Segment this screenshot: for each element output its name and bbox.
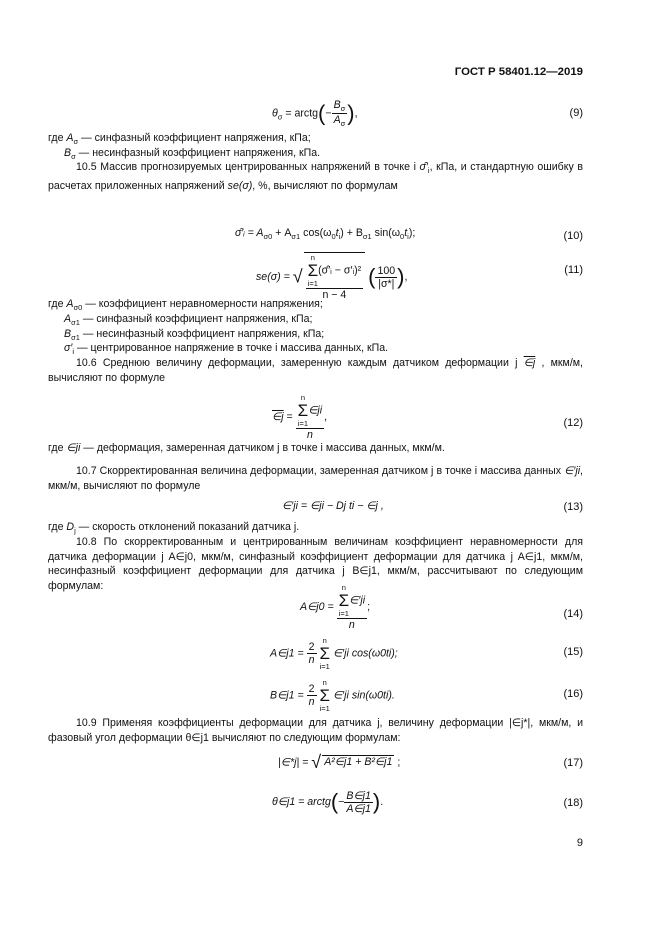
definition-sigma-i: $\sigma'_i$ — центрированное напряжение в точке i массива данных, кПа. — [64, 342, 389, 357]
formula-16: B∈j1 = $\frac{2}{n}$ n Σ i=1 ∈′ji sin(ω0ti). — [270, 678, 395, 713]
equation-number-14: (14) — [563, 608, 583, 620]
equation-number-17: (17) — [563, 757, 583, 769]
definition-a-sigma0: где $A_{\sigma 0}$ — коэффициент неравномерности напряжения; — [48, 298, 323, 313]
equation-number-16: (16) — [563, 688, 583, 700]
definition-b-sigma1: $B_{\sigma 1}$ — несинфазный коэффициент напряжения, кПа; — [64, 328, 325, 343]
formula-17: |∈*j| = √ A²∈j1 + B²∈j1 ; — [278, 752, 401, 772]
equation-number-11: (11) — [564, 264, 583, 276]
page-number: 9 — [576, 837, 583, 849]
equation-number-12: (12) — [563, 417, 583, 429]
definition-b-sigma: $B_\sigma$ — несинфазный коэффициент напряжения, кПа. — [64, 147, 321, 162]
paragraph-10-7: 10.7 Скорректированная величина деформации, замеренная датчиком j в точке i массива данных ∈′ji, мкм/м, вычисляют по формуле — [48, 465, 583, 492]
paragraph-10-8: 10.8 По скорректированным и центрированным величинам коэффициент неравномерности для датчика деформации j A∈j0, мкм/м, синфазный коэффициент деформации для датчика j A∈j1, мкм/м, несинфазный коэффициент деформации для датчика j B∈j1, мкм/м, рассчитывают по следующим формулам: — [48, 536, 583, 592]
paragraph-10-9: 10.9 Применяя коэффициенты деформации для датчика j, величину деформации |∈j*|, мкм/м, и фазовый угол деформации θ∈j1 вычисляют по следующим формулам: — [48, 717, 583, 744]
definition-e-ji: где ∈ji — деформация, замеренная датчиком j в точке i массива данных, мкм/м. — [48, 442, 445, 454]
equation-number-10: (10) — [563, 230, 583, 242]
formula-13: ∈′ji = ∈ji − Dj ti − ∈j , — [282, 500, 384, 512]
equation-number-9: (9) — [569, 107, 583, 119]
formula-18: θ∈j1 = arctg(− $\frac{B\in j1}{A\in j1}$ ). — [272, 789, 384, 815]
formula-14: A∈j0 = n Σ i=1 ∈′ji n; — [300, 583, 371, 631]
definition-a-sigma: где $A_\sigma$ — синфазный коэффициент напряжения, кПа; — [48, 132, 311, 147]
formula-12: ∈j = n Σ i=1 ∈ji n, — [272, 393, 328, 441]
equation-number-13: (13) — [563, 501, 583, 513]
document-header: ГОСТ Р 58401.12—2019 — [454, 66, 583, 78]
formula-9: $\theta_\sigma$ = arctg(− $\frac{B_\sigma}{A_\sigma}$ ), — [272, 99, 358, 129]
definition-a-sigma1: $A_{\sigma 1}$ — синфазный коэффициент напряжения, кПа; — [64, 313, 313, 328]
equation-number-15: (15) — [563, 646, 583, 658]
paragraph-10-6: 10.6 Среднюю величину деформации, замеренную каждым датчиком деформации j ∈j , мкм/м, вычисляют по формуле — [48, 357, 583, 384]
formula-10: σ̂′ᵢ = $A_{\sigma 0} + A_{\sigma 1}$ $\cos(\omega_0t_i) + B_{\sigma 1}$ $\sin(\omega_0t_i)$; — [235, 227, 416, 242]
equation-number-18: (18) — [563, 797, 583, 809]
definition-d-j: где $D_j$ — скорость отклонений показаний датчика j. — [48, 521, 300, 536]
paragraph-10-5: 10.5 Массив прогнозируемых центрированных напряжений в точке i $\sigmâ'_i$, кПа, и стандартную ошибку в расчетах приложенных напряжений se(σ), %, вычисляют по формулам — [48, 161, 584, 192]
formula-11: se(σ) = √ n Σ i=1 (σ̂′ᵢ − σ′ᵢ)² n − 4 ( $\frac{100}{|\sigma*|}$ ), — [256, 253, 408, 301]
formula-15: A∈j1 = $\frac{2}{n}$ n Σ i=1 ∈′ji cos(ω0ti); — [270, 636, 398, 671]
